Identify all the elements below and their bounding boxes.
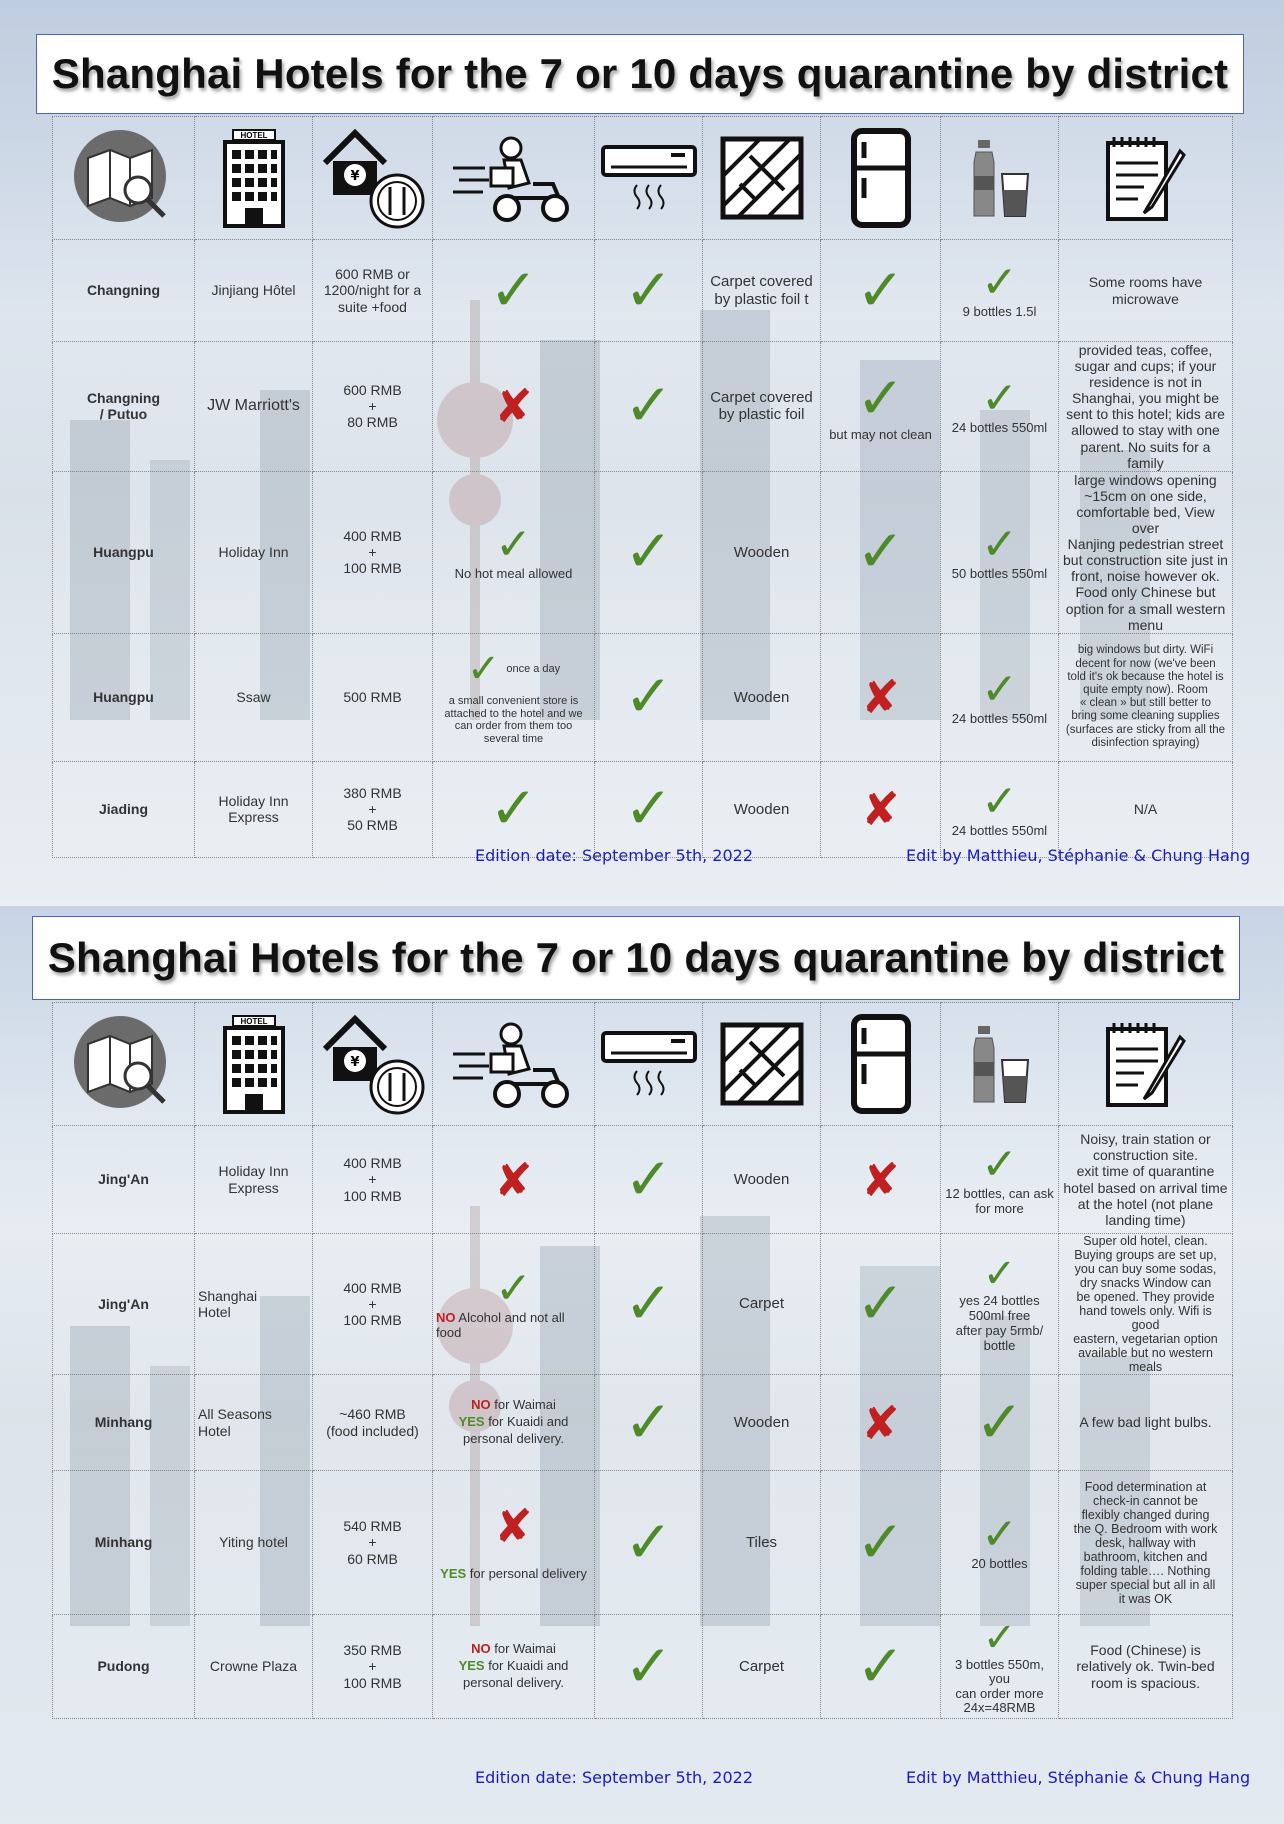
district-cell: Changning / Putuo xyxy=(53,342,195,472)
price-cell: 400 RMB + 100 RMB xyxy=(313,471,433,633)
price-cell: 540 RMB + 60 RMB xyxy=(313,1471,433,1615)
aircon-cell xyxy=(595,342,703,472)
aircon-cell xyxy=(595,1615,703,1719)
notes-cell: Super old hotel, clean. Buying groups are set up, you can buy some sodas, dry snacks Window can be opened. They provide hand towels only. Wifi is good eastern, vegetarian option available but no western meals xyxy=(1059,1234,1233,1375)
check-icon: ✓ xyxy=(624,1271,673,1336)
hotel-icon xyxy=(195,1003,313,1126)
water-cell xyxy=(941,342,1059,472)
check-icon: ✓ xyxy=(624,1509,673,1575)
notes-cell: big windows but dirty. WiFi decent for now (we've been told it's ok because the hotel is quite empty now). Room « clean » but still better to bring some cleaning supplies (surfaces are sticky from all the disinfection spraying) xyxy=(1059,633,1233,761)
fridge-icon xyxy=(821,1003,941,1126)
cross-icon: ✘ xyxy=(861,783,900,836)
table-row xyxy=(53,1615,1233,1719)
delivery-icon xyxy=(433,117,595,240)
title-box xyxy=(36,34,1244,114)
page-title: Shanghai Hotels for the 7 or 10 days quarantine by district xyxy=(51,50,1229,97)
fridge-note: but may not clean xyxy=(829,426,932,442)
notes-cell: Food determination at check-in cannot be flexibly changed during the Q. Bedroom with work desk, hallway with bathroom, kitchen and folding table…. Nothing super special but all in all it was OK xyxy=(1059,1471,1233,1615)
check-icon: ✓ xyxy=(624,776,673,842)
water-text: 24 bottles 550ml xyxy=(951,822,1048,838)
district-cell: Jing'An xyxy=(53,1126,195,1234)
district-cell: Huangpu xyxy=(53,633,195,761)
district-cell: Pudong xyxy=(53,1615,195,1719)
water-cell xyxy=(941,1126,1059,1234)
delivery-no-text: for Waimai xyxy=(490,1641,556,1657)
check-icon: ✓ xyxy=(981,776,1018,826)
price-cell: 600 RMB + 80 RMB xyxy=(313,342,433,472)
fridge-cell xyxy=(821,1471,941,1615)
check-icon: ✓ xyxy=(856,365,905,431)
price-cell: 500 RMB xyxy=(313,633,433,761)
hotel-name: Holiday Inn xyxy=(195,471,313,633)
floor-cell: Wooden xyxy=(703,471,821,633)
no-label: NO xyxy=(471,1397,491,1413)
check-icon: ✓ xyxy=(975,1389,1024,1455)
district-cell: Jiading xyxy=(53,761,195,857)
hotel-name: Holiday Inn Express xyxy=(195,761,313,857)
yes-label: YES xyxy=(458,1658,485,1674)
notes-cell: Food (Chinese) is relatively ok. Twin-bed room is spacious. xyxy=(1059,1615,1233,1719)
notes-cell: Noisy, train station or construction site. exit time of quarantine hotel based on arrival time at the hotel (not plane landing time) xyxy=(1059,1126,1233,1234)
water-text: 12 bottles, can ask for more xyxy=(945,1185,1054,1216)
aircon-cell xyxy=(595,240,703,342)
floor-cell: Wooden xyxy=(703,1126,821,1234)
title-box xyxy=(32,916,1240,1000)
cross-icon: ✘ xyxy=(494,380,533,433)
hotel-name: JW Marriott's xyxy=(195,342,313,472)
water-cell xyxy=(941,1615,1059,1719)
delivery-no-text: for Waimai xyxy=(490,1397,556,1413)
check-icon: ✓ xyxy=(856,1271,905,1336)
no-label: NO xyxy=(436,1310,456,1326)
fridge-cell xyxy=(821,1615,941,1719)
delivery-note: No hot meal allowed xyxy=(454,565,573,581)
table-row xyxy=(53,342,1233,472)
page-2 xyxy=(0,906,1284,1824)
notes-cell: provided teas, coffee, sugar and cups; if your residence is not in Shanghai, you might be sent to this hotel; kids are allowed to stay with one parent. No suits for a family xyxy=(1059,342,1233,472)
map-district-icon xyxy=(53,1003,195,1126)
fridge-cell xyxy=(821,1375,941,1471)
check-icon: ✓ xyxy=(624,519,673,585)
hotel-name: Ssaw xyxy=(195,633,313,761)
table-row xyxy=(53,471,1233,633)
fridge-cell xyxy=(821,761,941,857)
page-title: Shanghai Hotels for the 7 or 10 days quarantine by district xyxy=(47,934,1225,981)
notes-icon xyxy=(1059,117,1233,240)
edition-date: Edition date: September 5th, 2022 xyxy=(475,846,754,865)
svg-text:HOTEL: HOTEL xyxy=(239,1017,268,1026)
water-cell xyxy=(941,240,1059,342)
water-text: 24 bottles 550ml xyxy=(951,419,1048,435)
floor-icon xyxy=(703,1003,821,1126)
editors: Edit by Matthieu, Stéphanie & Chung Hang xyxy=(906,1768,1251,1787)
hotel-name: Yiting hotel xyxy=(195,1471,313,1615)
editors: Edit by Matthieu, Stéphanie & Chung Hang xyxy=(906,846,1251,865)
check-icon: ✓ xyxy=(624,257,673,323)
cross-icon: ✘ xyxy=(861,1396,900,1449)
water-cell xyxy=(941,1375,1059,1471)
water-cell xyxy=(941,761,1059,857)
hotel-name: Crowne Plaza xyxy=(195,1615,313,1719)
air-conditioning-icon xyxy=(595,117,703,240)
delivery-note: Alcohol and not all food xyxy=(436,1310,565,1340)
hotel-name: Holiday Inn Express xyxy=(195,1126,313,1234)
fridge-icon xyxy=(821,117,941,240)
district-cell: Jing'An xyxy=(53,1234,195,1375)
check-icon: ✓ xyxy=(624,373,673,439)
floor-cell: Carpet covered by plastic foil t xyxy=(703,240,821,342)
svg-text:¥: ¥ xyxy=(349,169,360,184)
district-cell: Minhang xyxy=(53,1375,195,1471)
check-icon: ✓ xyxy=(495,519,532,569)
aircon-cell xyxy=(595,1234,703,1375)
table-row xyxy=(53,1375,1233,1471)
icon-header-row xyxy=(53,117,1233,240)
delivery-cell xyxy=(433,633,595,761)
aircon-cell xyxy=(595,1375,703,1471)
water-text: 3 bottles 550m, you can order more 24x=48RMB xyxy=(955,1656,1044,1715)
delivery-cell xyxy=(433,342,595,472)
table-row xyxy=(53,240,1233,342)
check-icon: ✓ xyxy=(466,646,501,691)
check-icon: ✓ xyxy=(495,1264,532,1314)
price-cell: ~460 RMB (food included) xyxy=(313,1375,433,1471)
water-cell xyxy=(941,1471,1059,1615)
fridge-cell xyxy=(821,633,941,761)
floor-cell: Wooden xyxy=(703,1375,821,1471)
table-row xyxy=(53,1126,1233,1234)
water-bottles-icon xyxy=(941,117,1059,240)
hotel-name: Jinjiang Hôtel xyxy=(195,240,313,342)
fridge-cell xyxy=(821,240,941,342)
delivery-cell xyxy=(433,761,595,857)
check-icon: ✓ xyxy=(489,776,538,842)
no-label: NO xyxy=(471,1641,491,1657)
price-cell: 350 RMB + 100 RMB xyxy=(313,1615,433,1719)
check-icon: ✓ xyxy=(624,1146,673,1212)
floor-icon xyxy=(703,117,821,240)
check-icon: ✓ xyxy=(856,1633,905,1699)
cross-icon: ✘ xyxy=(494,1500,533,1553)
check-icon: ✓ xyxy=(982,1252,1017,1297)
floor-cell: Tiles xyxy=(703,1471,821,1615)
delivery-cell xyxy=(433,1375,595,1471)
table-row xyxy=(53,1471,1233,1615)
check-icon: ✓ xyxy=(489,257,538,323)
aircon-cell xyxy=(595,1471,703,1615)
notes-cell: Some rooms have microwave xyxy=(1059,240,1233,342)
yes-label: YES xyxy=(458,1414,485,1430)
cross-icon: ✘ xyxy=(861,671,900,724)
price-food-icon xyxy=(313,1003,433,1126)
water-cell xyxy=(941,633,1059,761)
delivery-frequency: once a day xyxy=(506,662,561,675)
edition-date: Edition date: September 5th, 2022 xyxy=(475,1768,754,1787)
floor-cell: Carpet xyxy=(703,1615,821,1719)
table-row xyxy=(53,633,1233,761)
check-icon: ✓ xyxy=(856,257,905,323)
air-conditioning-icon xyxy=(595,1003,703,1126)
floor-cell: Wooden xyxy=(703,761,821,857)
check-icon: ✓ xyxy=(981,664,1018,714)
notes-cell: N/A xyxy=(1059,761,1233,857)
check-icon: ✓ xyxy=(981,519,1018,569)
delivery-icon xyxy=(433,1003,595,1126)
floor-cell: Carpet covered by plastic foil xyxy=(703,342,821,472)
fridge-cell xyxy=(821,1234,941,1375)
icon-header-row xyxy=(53,1003,1233,1126)
water-text: 9 bottles 1.5l xyxy=(962,304,1037,320)
district-cell: Huangpu xyxy=(53,471,195,633)
district-cell: Changning xyxy=(53,240,195,342)
water-text: 20 bottles xyxy=(971,1556,1028,1572)
cross-icon: ✘ xyxy=(494,1153,533,1206)
fridge-cell xyxy=(821,342,941,472)
delivery-cell xyxy=(433,240,595,342)
hotel-name: All Seasons Hotel xyxy=(195,1375,313,1471)
check-icon: ✓ xyxy=(981,258,1018,308)
price-cell: 380 RMB + 50 RMB xyxy=(313,761,433,857)
aircon-cell xyxy=(595,1126,703,1234)
fridge-cell xyxy=(821,471,941,633)
check-icon: ✓ xyxy=(624,1633,673,1699)
delivery-cell xyxy=(433,1234,595,1375)
hotel-icon xyxy=(195,117,313,240)
delivery-note: for Kuaidi and personal delivery. xyxy=(463,1658,569,1690)
delivery-cell xyxy=(433,1471,595,1615)
delivery-cell xyxy=(433,1126,595,1234)
aircon-cell xyxy=(595,471,703,633)
hotel-name: Shanghai Hotel xyxy=(195,1234,313,1375)
notes-cell: large windows opening ~15cm on one side, comfortable bed, View over Nanjing pedestrian street but construction site just in front, noise however ok. Food only Chinese but option for a small western menu xyxy=(1059,471,1233,633)
yes-label: YES xyxy=(440,1566,467,1582)
table-row xyxy=(53,1234,1233,1375)
aircon-cell xyxy=(595,633,703,761)
check-icon: ✓ xyxy=(982,1615,1017,1660)
water-text: 24 bottles 550ml xyxy=(951,710,1048,726)
water-cell xyxy=(941,471,1059,633)
delivery-note: a small convenient store is attached to the hotel and we can order from them too several time xyxy=(444,694,583,745)
price-cell: 400 RMB + 100 RMB xyxy=(313,1234,433,1375)
floor-cell: Wooden xyxy=(703,633,821,761)
check-icon: ✓ xyxy=(981,373,1018,423)
check-icon: ✓ xyxy=(856,1509,905,1575)
check-icon: ✓ xyxy=(624,664,673,730)
svg-text:HOTEL: HOTEL xyxy=(239,131,268,140)
price-cell: 400 RMB + 100 RMB xyxy=(313,1126,433,1234)
price-food-icon xyxy=(313,117,433,240)
check-icon: ✓ xyxy=(981,1510,1018,1560)
check-icon: ✓ xyxy=(856,519,905,585)
delivery-note: for Kuaidi and personal delivery. xyxy=(463,1414,569,1446)
notes-cell: A few bad light bulbs. xyxy=(1059,1375,1233,1471)
water-text: yes 24 bottles 500ml free after pay 5rmb/ bottle xyxy=(955,1293,1044,1353)
fridge-cell xyxy=(821,1126,941,1234)
delivery-cell xyxy=(433,471,595,633)
cross-icon: ✘ xyxy=(861,1153,900,1206)
notes-icon xyxy=(1059,1003,1233,1126)
district-cell: Minhang xyxy=(53,1471,195,1615)
svg-text:¥: ¥ xyxy=(349,1055,360,1070)
aircon-cell xyxy=(595,761,703,857)
table-row xyxy=(53,761,1233,857)
hotel-table-2 xyxy=(52,1002,1233,1719)
check-icon: ✓ xyxy=(981,1139,1018,1189)
check-icon: ✓ xyxy=(624,1389,673,1455)
water-bottles-icon xyxy=(941,1003,1059,1126)
floor-cell: Carpet xyxy=(703,1234,821,1375)
map-district-icon xyxy=(53,117,195,240)
page-1 xyxy=(0,0,1284,900)
delivery-note: for personal delivery xyxy=(466,1566,587,1582)
water-cell xyxy=(941,1234,1059,1375)
hotel-table-1 xyxy=(52,116,1233,858)
delivery-cell xyxy=(433,1615,595,1719)
price-cell: 600 RMB or 1200/night for a suite +food xyxy=(313,240,433,342)
water-text: 50 bottles 550ml xyxy=(951,565,1048,581)
